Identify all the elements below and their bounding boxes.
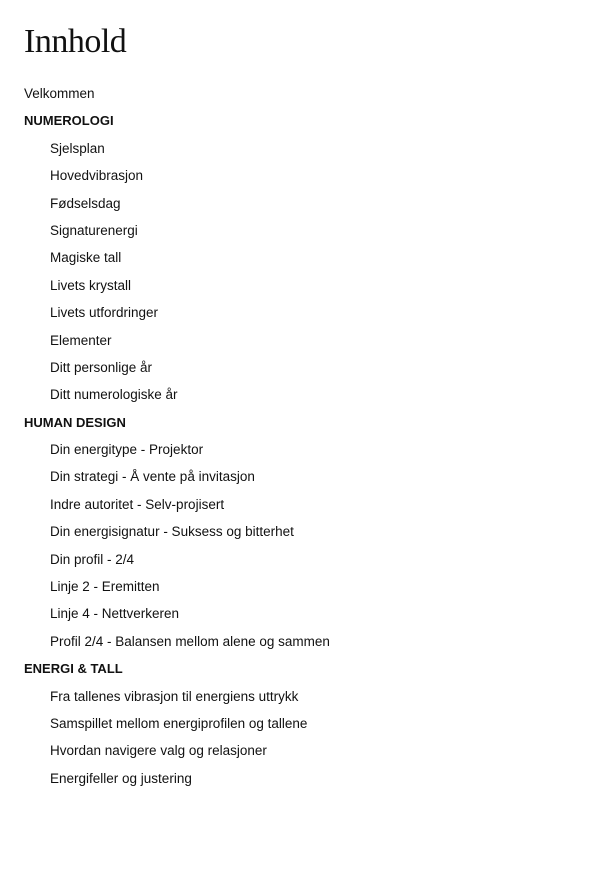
toc-section-heading-human-design[interactable]: HUMAN DESIGN: [24, 414, 126, 430]
page-title: Innhold: [24, 23, 127, 60]
toc-entry[interactable]: Linje 2 - Eremitten: [50, 579, 160, 595]
toc-entry[interactable]: Elementer: [50, 332, 112, 348]
toc-entry[interactable]: Din energisignatur - Suksess og bitterhet: [50, 524, 294, 540]
toc-entry[interactable]: Indre autoritet - Selv-projisert: [50, 496, 225, 512]
toc-entry[interactable]: Din strategi - Å vente på invitasjon: [50, 469, 255, 485]
toc-entry[interactable]: Hvordan navigere valg og relasjoner: [50, 743, 267, 759]
toc-list: [24, 80, 584, 792]
toc-entry[interactable]: Magiske tall: [50, 250, 122, 266]
toc-entry[interactable]: Samspillet mellom energiprofilen og tallene: [50, 715, 308, 731]
toc-entry[interactable]: Din profil - 2/4: [50, 551, 135, 567]
toc-section-heading-energi-og-tall[interactable]: ENERGI & TALL: [24, 661, 123, 677]
toc-entry-velkommen[interactable]: Velkommen: [24, 86, 95, 101]
toc-entry[interactable]: Ditt personlige år: [50, 359, 153, 375]
toc-entry[interactable]: Ditt numerologiske år: [50, 387, 178, 403]
toc-entry[interactable]: Sjelsplan: [50, 140, 105, 156]
toc-entry[interactable]: Hovedvibrasjon: [50, 168, 144, 184]
toc-entry[interactable]: Fra tallenes vibrasjon til energiens uttrykk: [50, 688, 299, 704]
toc-entry[interactable]: Signaturenergi: [50, 222, 138, 238]
toc-section-heading-numerologi[interactable]: NUMEROLOGI: [24, 113, 114, 129]
toc-entry[interactable]: Profil 2/4 - Balansen mellom alene og sammen: [50, 633, 330, 649]
toc-entry[interactable]: Linje 4 - Nettverkeren: [50, 606, 180, 622]
toc-entry[interactable]: Livets krystall: [50, 277, 132, 293]
toc-entry[interactable]: Livets utfordringer: [50, 305, 159, 321]
toc-entry[interactable]: Fødselsdag: [50, 195, 121, 211]
toc-entry[interactable]: Energifeller og justering: [50, 770, 192, 786]
toc-entry[interactable]: Din energitype - Projektor: [50, 442, 204, 458]
